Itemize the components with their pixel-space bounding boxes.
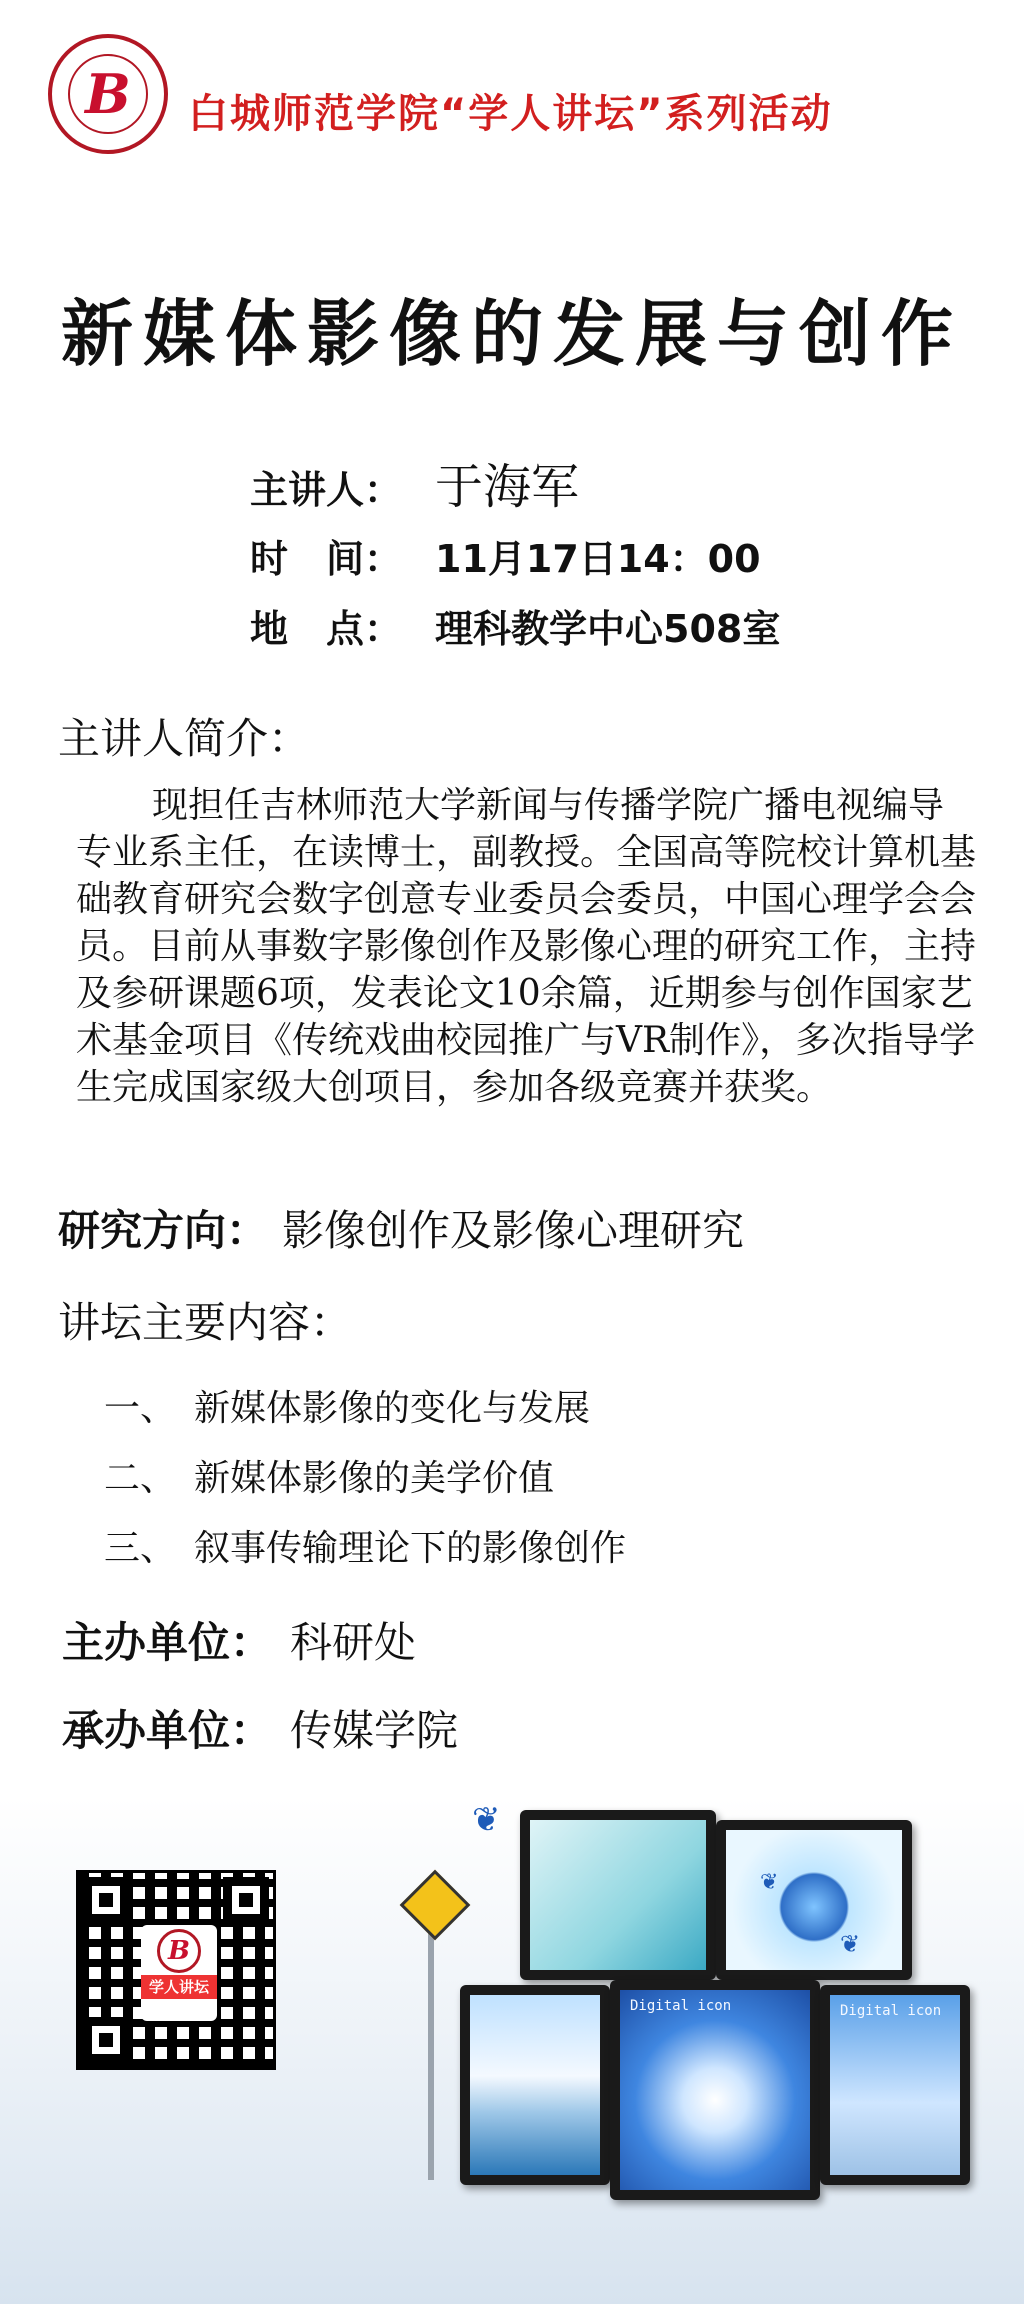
host-row bbox=[62, 1610, 416, 1670]
host-value: 科研处 bbox=[290, 1618, 417, 1667]
butterfly-icon: ❦ bbox=[840, 1930, 861, 1958]
speaker-name: 于海军 bbox=[435, 459, 580, 515]
road-sign-icon bbox=[400, 1870, 471, 1941]
header-title: 白城师范学院“学人讲坛”系列活动 bbox=[188, 91, 833, 137]
speaker-label: 主讲人： bbox=[250, 468, 403, 512]
monitors-illustration bbox=[0, 1780, 1024, 2304]
topic-number: 二、 bbox=[104, 1458, 177, 1499]
content-heading: 讲坛主要内容： bbox=[58, 1298, 353, 1347]
bio-text: 现担任吉林师范大学新闻与传播学院广播电视编导专业系主任，在读博士，副教授。全国高等院校计算机基础教育研究会数字创意专业委员会委员，中国心理学会会员。目前从事数字影像创作及影像心理的研究工作，主持及参研课题6项，发表论文10余篇，近期参与创作国家艺术基金项目《传统戏曲校园推广与VR制作》，多次指导学生完成国家级大创项目，参加各级竞赛并获奖。 bbox=[76, 785, 977, 1108]
screen-label: Digital icon bbox=[630, 1998, 732, 2014]
research-row bbox=[58, 1198, 744, 1258]
butterfly-icon: ❦ bbox=[760, 1870, 779, 1895]
bio-heading: 主讲人简介： bbox=[58, 714, 311, 763]
screen-label: Digital icon bbox=[840, 2003, 942, 2019]
topic-number: 三、 bbox=[104, 1528, 177, 1569]
host-label: 主办单位： bbox=[62, 1618, 273, 1667]
butterfly-icon: ❦ bbox=[472, 1800, 501, 1840]
co-host-value: 传媒学院 bbox=[290, 1706, 459, 1755]
place-value: 理科教学中心508室 bbox=[435, 607, 781, 651]
topic-item bbox=[104, 1450, 554, 1501]
time-label: 时 间： bbox=[250, 537, 403, 581]
topic-item bbox=[104, 1380, 590, 1431]
research-value: 影像创作及影像心理研究 bbox=[282, 1206, 745, 1255]
topic-text: 新媒体影像的美学价值 bbox=[194, 1458, 555, 1499]
monitor-screen bbox=[716, 1820, 912, 1980]
speaker-row bbox=[250, 448, 579, 517]
qr-logo-letter: B bbox=[157, 1929, 201, 1973]
time-row bbox=[250, 528, 761, 583]
research-label: 研究方向： bbox=[58, 1206, 269, 1255]
lecture-title: 新媒体影像的发展与创作 bbox=[60, 291, 963, 376]
topic-text: 新媒体影像的变化与发展 bbox=[194, 1388, 591, 1429]
college-logo bbox=[48, 34, 168, 154]
topic-item bbox=[104, 1520, 626, 1571]
co-host-row bbox=[62, 1698, 458, 1758]
monitor-screen bbox=[820, 1985, 970, 2185]
topic-number: 一、 bbox=[104, 1388, 177, 1429]
qr-center-text: 学人讲坛 bbox=[141, 1975, 217, 1999]
monitor-screen bbox=[520, 1810, 716, 1980]
topic-text: 叙事传输理论下的影像创作 bbox=[194, 1528, 627, 1569]
monitor-screen bbox=[610, 1980, 820, 2200]
sign-pole bbox=[428, 1930, 434, 2180]
logo-letter: B bbox=[68, 54, 148, 134]
co-host-label: 承办单位： bbox=[62, 1706, 273, 1755]
monitor-screen bbox=[460, 1985, 610, 2185]
time-value: 11月17日14：00 bbox=[435, 537, 761, 581]
place-label: 地 点： bbox=[250, 607, 403, 651]
place-row bbox=[250, 598, 780, 653]
